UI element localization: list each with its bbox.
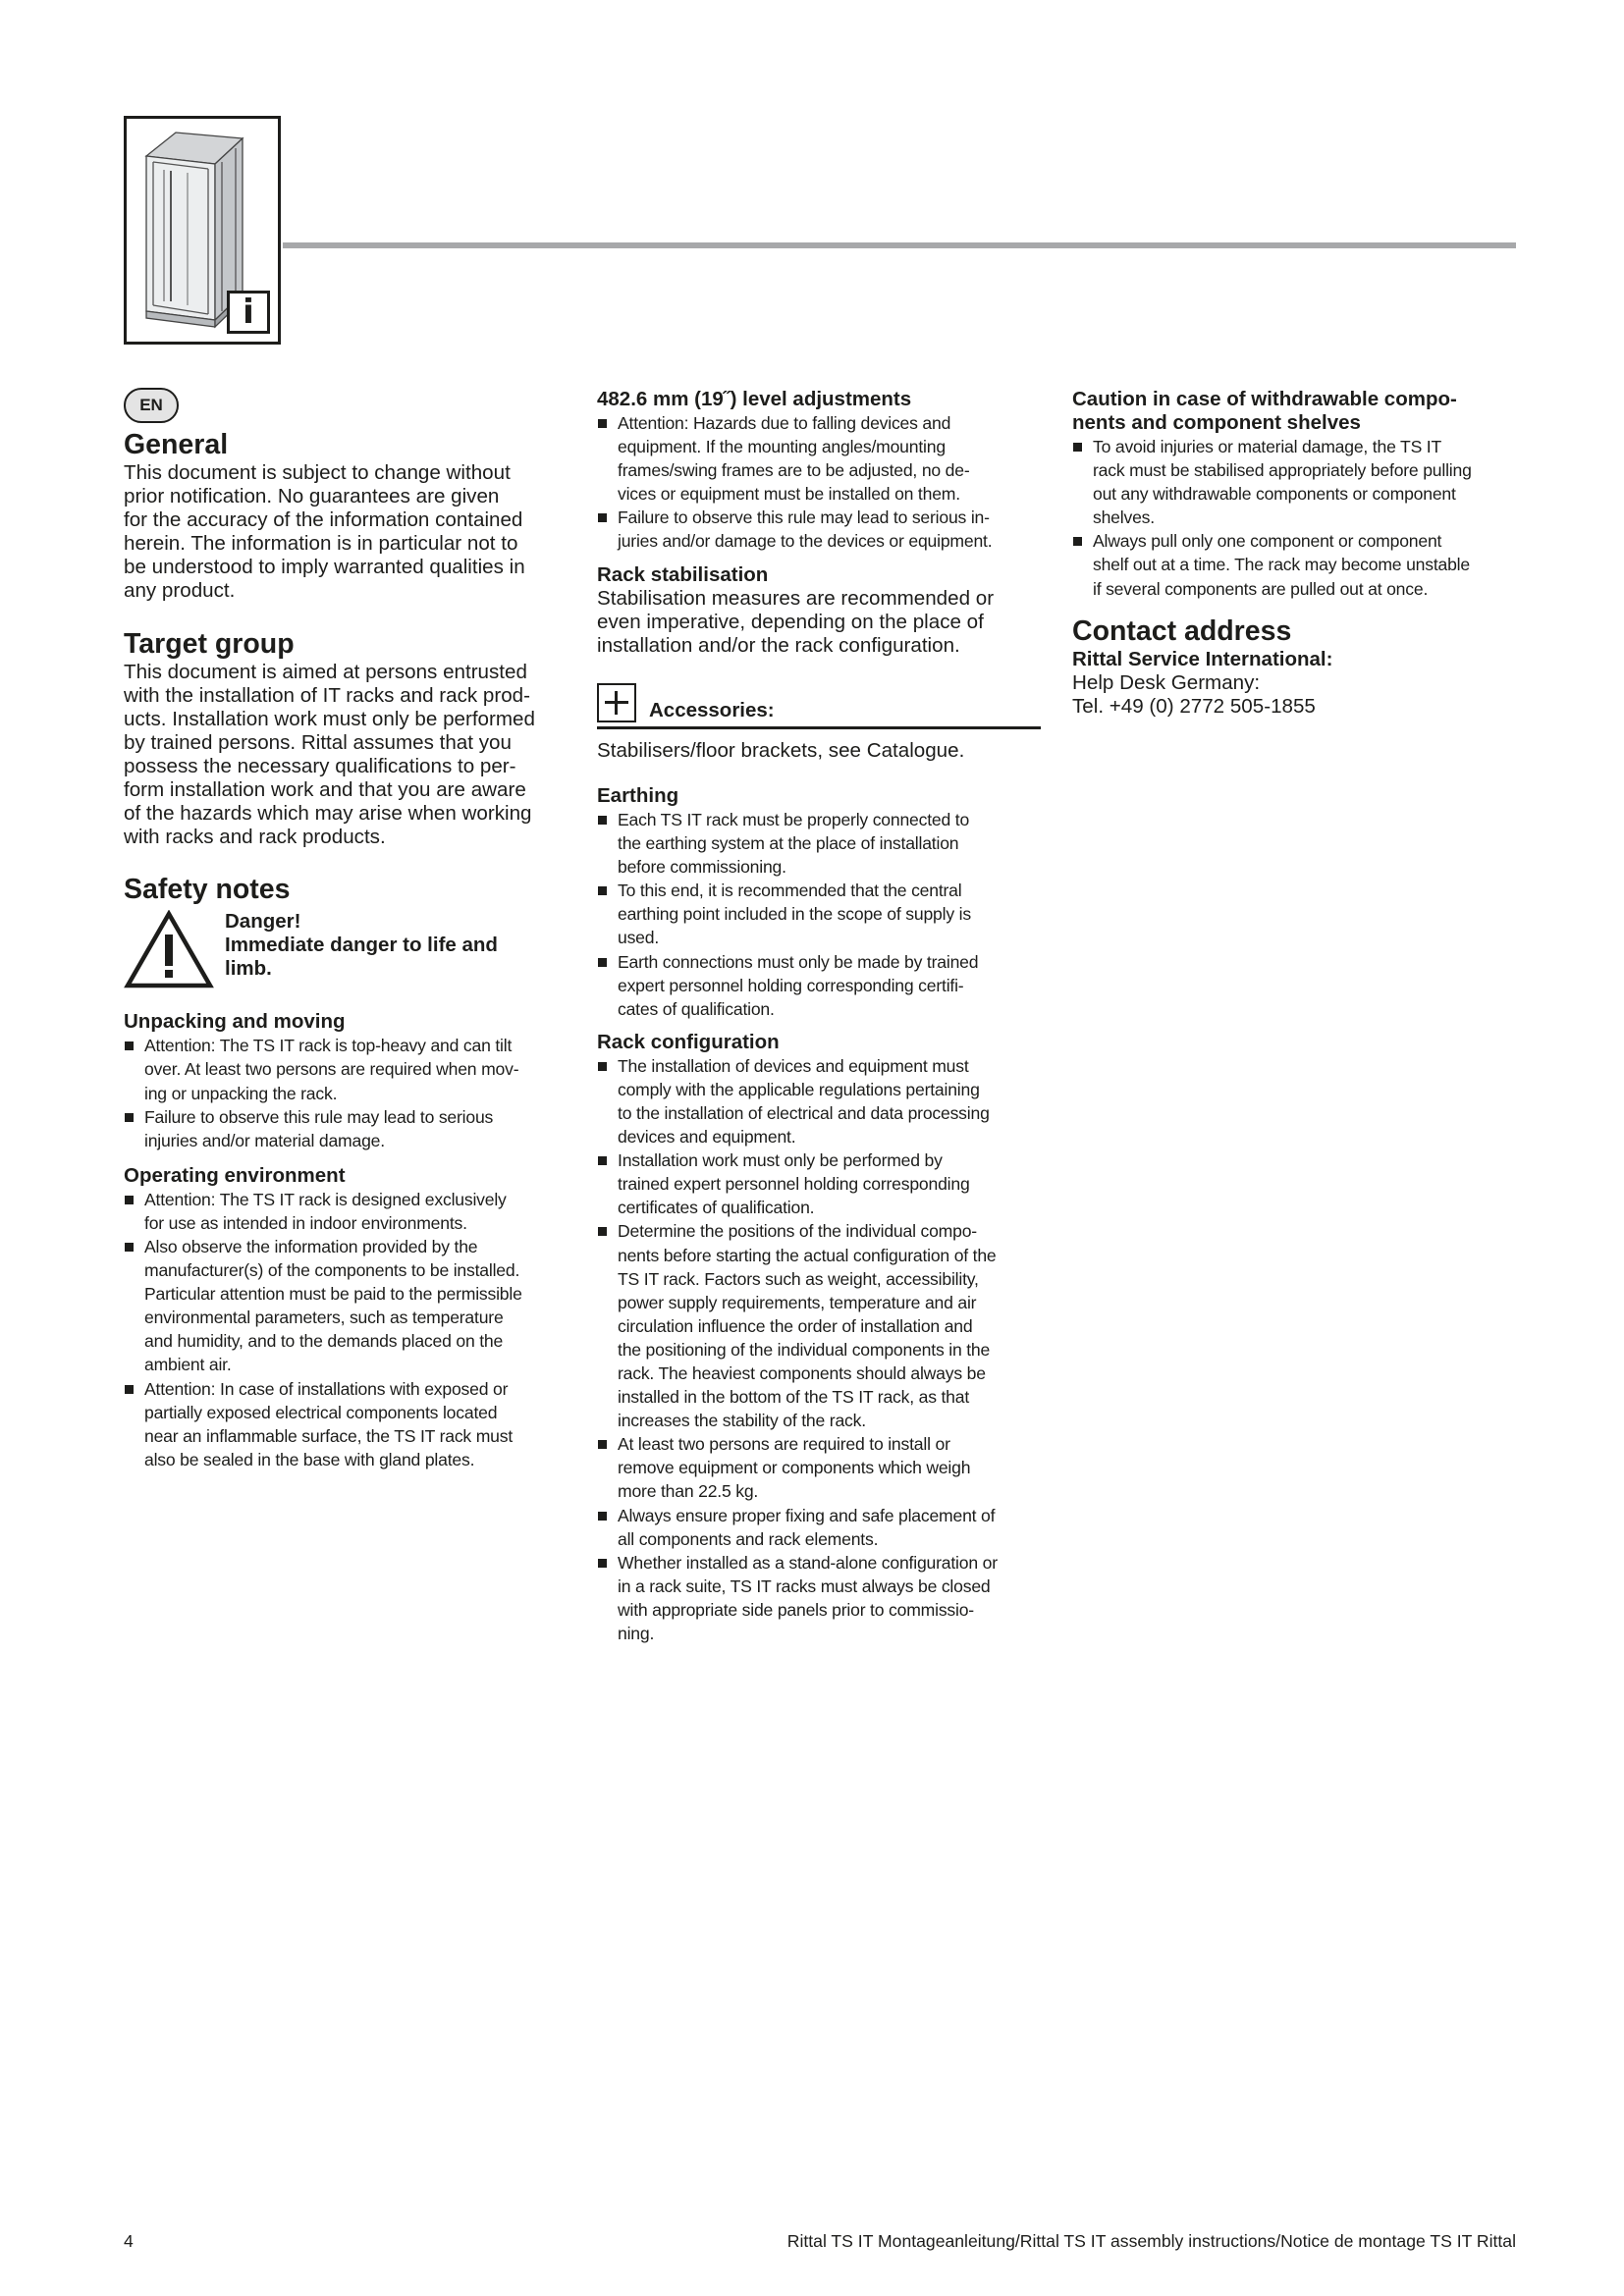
list-item: Installation work must only be performed by trained expert personnel holding corresponding certificates of qualification. [597,1148,1041,1219]
level-adjustments-list [597,411,1041,554]
level-adjustments-heading: 482.6 mm (19˝) level adjustments [597,388,912,410]
earthing-list [597,808,1041,1021]
list-item: Always ensure proper fixing and safe placement of all components and rack elements. [597,1504,1041,1551]
rack-configuration-list [597,1054,1041,1645]
list-item: Attention: The TS IT rack is designed exclusively for use as intended in indoor environments. [124,1188,566,1235]
language-badge: EN [124,388,179,423]
list-item: The installation of devices and equipment must comply with the applicable regulations pertaining to the installation of electrical and data processing devices and equipment. [597,1054,1041,1148]
column-middle [597,388,1041,1645]
withdrawable-heading: Caution in case of withdrawable compo- nents and component shelves [1072,388,1457,434]
earthing-heading: Earthing [597,783,679,807]
unpacking-list [124,1034,566,1151]
list-item: Also observe the information provided by the manufacturer(s) of the components to be installed. Particular attention must be paid to the permissible environmental parameters, such as temperature and humidity, and to the demands placed on the ambient air. [124,1235,566,1377]
operating-environment-heading: Operating environment [124,1163,346,1187]
column-right [1072,388,1516,719]
list-item: Always pull only one component or component shelf out at a time. The rack may become unstable if several components are pulled out at once. [1072,529,1516,600]
info-icon: i [227,291,270,334]
list-item: Failure to observe this rule may lead to serious injuries and/or material damage. [124,1105,566,1152]
rack-configuration-heading: Rack configuration [597,1030,780,1053]
rack-stabilisation-text: Stabilisation measures are recommended or even imperative, depending on the place of installation and/or the rack configuration. [597,586,995,657]
contact-text: Help Desk Germany: Tel. +49 (0) 2772 505-1855 [1072,670,1316,718]
header-rule [283,242,1516,248]
list-item: Earth connections must only be made by trained expert personnel holding corresponding certifi- cates of qualification. [597,950,1041,1021]
danger-notice [124,910,566,988]
page-number: 4 [124,2231,134,2251]
operating-environment-list [124,1188,566,1471]
plus-icon [597,683,636,722]
general-text: This document is subject to change without prior notification. No guarantees are given for the accuracy of the information contained herein. The information is in particular not to be understood to imply warranted qualities in any product. [124,461,525,603]
accessories-header [597,683,1041,729]
list-item: Whether installed as a stand-alone configuration or in a rack suite, TS IT racks must always be closed with appropriate side panels prior to commissio- ning. [597,1551,1041,1645]
contact-heading: Contact address [1072,614,1292,647]
product-figure [124,116,281,345]
target-group-heading: Target group [124,627,295,660]
safety-notes-heading: Safety notes [124,874,291,906]
unpacking-heading: Unpacking and moving [124,1010,346,1034]
withdrawable-list [1072,435,1516,601]
list-item: Failure to observe this rule may lead to serious in- juries and/or damage to the devices or equipment. [597,506,1041,553]
footer-text: Rittal TS IT Montageanleitung/Rittal TS IT assembly instructions/Notice de montage TS IT Rittal [786,2231,1516,2251]
danger-text: Danger! Immediate danger to life and limb. [225,910,498,981]
list-item: At least two persons are required to install or remove equipment or components which weigh more than 22.5 kg. [597,1432,1041,1503]
list-item: To this end, it is recommended that the central earthing point included in the scope of supply is used. [597,879,1041,949]
list-item: Each TS IT rack must be properly connected to the earthing system at the place of installation before commissioning. [597,808,1041,879]
general-heading: General [124,429,229,460]
accessories-text: Stabilisers/floor brackets, see Catalogue. [597,738,965,762]
list-item: Attention: The TS IT rack is top-heavy and can tilt over. At least two persons are required when mov- ing or unpacking the rack. [124,1034,566,1104]
warning-triangle-icon [124,910,214,988]
list-item: To avoid injuries or material damage, the TS IT rack must be stabilised appropriately before pulling out any withdrawable components or component shelves. [1072,435,1516,529]
accessories-heading: Accessories: [649,698,775,721]
list-item: Attention: In case of installations with exposed or partially exposed electrical components located near an inflammable surface, the TS IT rack must also be sealed in the base with gland plates. [124,1377,566,1471]
list-item: Attention: Hazards due to falling devices and equipment. If the mounting angles/mounting frames/swing frames are to be adjusted, no de- vices or equipment must be installed on them. [597,411,1041,506]
list-item: Determine the positions of the individual compo- nents before starting the actual configuration of the TS IT rack. Factors such as weight, accessibility, power supply requirements, temperature and air circulation influence the order of installation and the positioning of the individual components in the rack. The heaviest components should always be installed in the bottom of the TS IT rack, as that increases the stability of the rack. [597,1219,1041,1432]
target-group-text: This document is aimed at persons entrusted with the installation of IT racks and rack prod- ucts. Installation work must only be performed by trained persons. Rittal assumes that you possess the necessary qualifications to per- form installation work and that you are aware of the hazards which may arise when working with racks and rack products. [124,660,535,849]
column-left [124,388,566,1471]
contact-company: Rittal Service International: [1072,647,1333,670]
rack-stabilisation-heading: Rack stabilisation [597,562,769,586]
